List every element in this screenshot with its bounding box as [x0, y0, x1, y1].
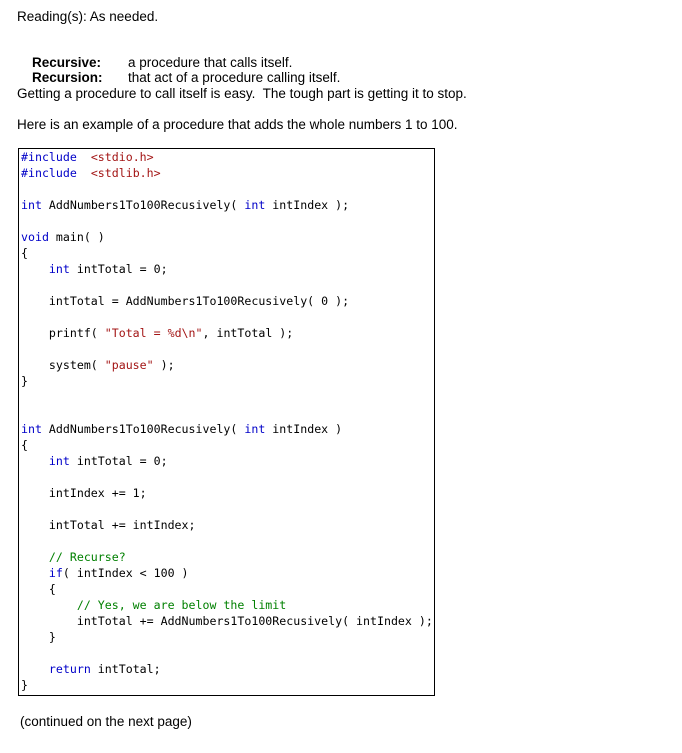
code-line: [21, 597, 433, 613]
code-line: [21, 613, 433, 629]
code-line: [21, 165, 433, 181]
code-token: if: [48, 566, 63, 580]
code-token: intIndex += 1;: [21, 486, 147, 500]
term-recursive: Recursive:: [32, 55, 102, 70]
code-text: [21, 149, 433, 693]
code-line: [21, 453, 433, 469]
code-line: [21, 405, 433, 421]
code-token: // Recurse?: [48, 550, 126, 564]
term-recursion: Recursion:: [32, 70, 103, 85]
code-token: intTotal += intIndex;: [21, 518, 196, 532]
definition-recursive: [17, 40, 340, 70]
code-token: // Yes, we are below the limit: [76, 598, 287, 612]
code-line: [21, 677, 433, 693]
code-token: <stdio.h>: [90, 150, 154, 164]
code-token: system(: [21, 358, 105, 372]
code-token: ( intIndex < 100 ): [62, 566, 189, 580]
code-line: [21, 341, 433, 357]
code-line: [21, 645, 433, 661]
code-token: return: [48, 662, 91, 676]
definition-text-recursion: that act of a procedure calling itself.: [128, 70, 341, 85]
code-token: int: [21, 198, 42, 212]
code-token: [77, 150, 91, 164]
code-token: intTotal = 0;: [69, 454, 168, 468]
code-token: [77, 166, 91, 180]
definitions: [17, 40, 341, 85]
code-line: [21, 549, 433, 565]
code-token: intTotal = 0;: [69, 262, 168, 276]
code-line: [21, 421, 433, 437]
code-token: [21, 566, 49, 580]
intro-paragraph: Getting a procedure to call itself is easy. The tough part is getting it to stop.: [17, 86, 467, 101]
code-line: [21, 581, 433, 597]
code-line: [21, 277, 433, 293]
code-token: <stdlib.h>: [90, 166, 161, 180]
code-line: [21, 213, 433, 229]
code-token: printf(: [21, 326, 105, 340]
code-token: intIndex );: [265, 198, 350, 212]
code-token: int: [48, 454, 70, 468]
code-token: [21, 550, 49, 564]
code-token: main( ): [48, 230, 105, 244]
code-token: );: [153, 358, 175, 372]
code-token: [21, 598, 77, 612]
code-token: #include: [21, 166, 77, 180]
example-paragraph: Here is an example of a procedure that adds the whole numbers 1 to 100.: [17, 117, 458, 132]
code-line: [21, 245, 433, 261]
code-listing: [18, 148, 435, 696]
code-token: }: [21, 630, 56, 644]
code-line: [21, 485, 433, 501]
code-token: "pause": [104, 358, 154, 372]
code-token: AddNumbers1To100Recusively(: [41, 198, 245, 212]
code-token: int: [244, 422, 266, 436]
code-token: intIndex ): [265, 422, 343, 436]
code-token: int: [48, 262, 70, 276]
code-token: {: [21, 246, 28, 260]
code-line: [21, 309, 433, 325]
code-line: [21, 229, 433, 245]
code-token: "Total = %d\n": [104, 326, 203, 340]
code-token: intTotal += AddNumbers1To100Recusively( intIndex );: [21, 614, 433, 628]
code-line: [21, 437, 433, 453]
code-token: }: [21, 678, 28, 692]
code-token: intTotal = AddNumbers1To100Recusively( 0 );: [21, 294, 350, 308]
code-line: [21, 661, 433, 677]
definition-recursion: [17, 55, 341, 85]
code-line: [21, 149, 433, 165]
code-line: [21, 261, 433, 277]
code-line: [21, 565, 433, 581]
code-token: [21, 262, 49, 276]
code-token: #include: [21, 150, 77, 164]
code-token: {: [21, 438, 28, 452]
code-token: , intTotal );: [202, 326, 294, 340]
code-token: int: [244, 198, 266, 212]
code-token: [21, 662, 49, 676]
code-line: [21, 181, 433, 197]
code-token: void: [21, 230, 49, 244]
code-line: [21, 629, 433, 645]
code-token: AddNumbers1To100Recusively(: [41, 422, 245, 436]
code-line: [21, 389, 433, 405]
code-line: [21, 501, 433, 517]
code-line: [21, 197, 433, 213]
code-line: [21, 469, 433, 485]
code-line: [21, 357, 433, 373]
code-line: [21, 325, 433, 341]
continued-note: (continued on the next page): [20, 714, 192, 729]
code-line: [21, 293, 433, 309]
code-token: }: [21, 374, 28, 388]
code-line: [21, 517, 433, 533]
code-token: intTotal;: [90, 662, 161, 676]
reading-line: Reading(s): As needed.: [17, 9, 159, 24]
code-line: [21, 533, 433, 549]
code-token: {: [21, 582, 56, 596]
definition-text-recursive: a procedure that calls itself.: [128, 55, 293, 70]
code-token: [21, 454, 49, 468]
code-line: [21, 373, 433, 389]
code-token: int: [21, 422, 42, 436]
